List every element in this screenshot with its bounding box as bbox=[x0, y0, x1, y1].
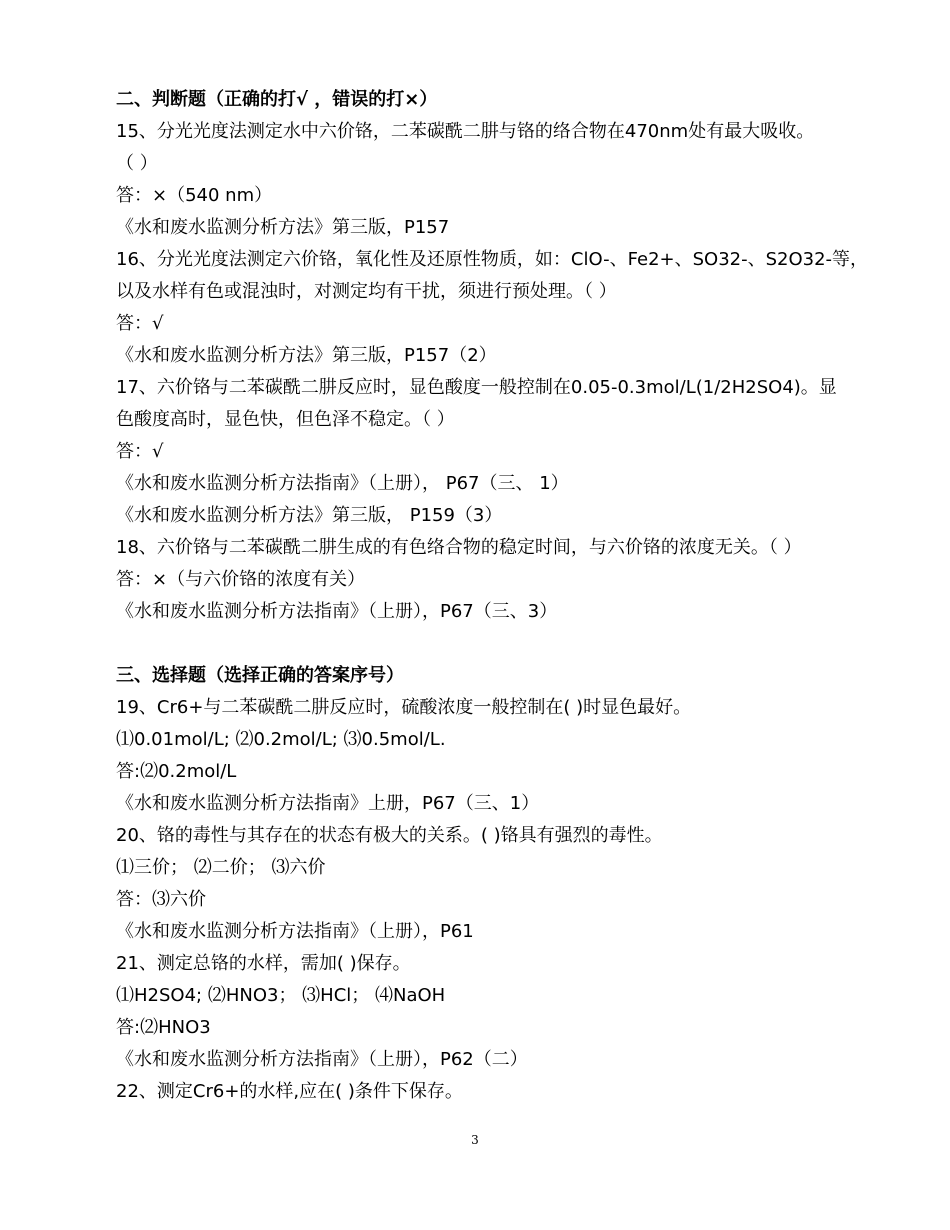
question-19-options: ⑴0.01mol/L; ⑵0.2mol/L; ⑶0.5mol/L. bbox=[116, 729, 446, 750]
question-19-reference: 《水和废水监测分析方法指南》上册，P67（三、1） bbox=[116, 793, 540, 814]
question-22-text: 22、测定Cr6+的水样,应在( )条件下保存。 bbox=[116, 1081, 463, 1102]
section-heading-choice: 三、选择题（选择正确的答案序号） bbox=[116, 665, 404, 686]
question-21-text: 21、测定总铬的水样，需加( )保存。 bbox=[116, 953, 411, 974]
question-20-options: ⑴三价； ⑵二价； ⑶六价 bbox=[116, 857, 326, 878]
question-18-reference: 《水和废水监测分析方法指南》（上册），P67（三、3） bbox=[116, 601, 558, 622]
question-17-text: 17、六价铬与二苯碳酰二肼反应时，显色酸度一般控制在0.05-0.3mol/L(1/2H2SO4)。显 bbox=[116, 377, 837, 398]
question-18-text: 18、六价铬与二苯碳酰二肼生成的有色络合物的稳定时间，与六价铬的浓度无关。（ ） bbox=[116, 537, 802, 558]
question-20-answer: 答：⑶六价 bbox=[116, 889, 206, 910]
question-21-reference: 《水和废水监测分析方法指南》（上册），P62（二） bbox=[116, 1049, 528, 1070]
question-16-reference: 《水和废水监测分析方法》第三版，P157（2） bbox=[116, 345, 497, 366]
question-16-answer: 答：√ bbox=[116, 313, 164, 334]
question-21-options: ⑴H2SO4; ⑵HNO3； ⑶HCl； ⑷NaOH bbox=[116, 985, 446, 1006]
question-15-reference: 《水和废水监测分析方法》第三版，P157 bbox=[116, 217, 450, 238]
question-17-reference-1: 《水和废水监测分析方法指南》（上册）， P67（三、 1） bbox=[116, 473, 569, 494]
question-19-answer: 答:⑵0.2mol/L bbox=[116, 761, 237, 782]
question-20-text: 20、铬的毒性与其存在的状态有极大的关系。( )铬具有强烈的毒性。 bbox=[116, 825, 663, 846]
question-20-reference: 《水和废水监测分析方法指南》（上册），P61 bbox=[116, 921, 474, 942]
question-15-blank: （ ） bbox=[116, 153, 158, 174]
question-15-answer: 答：×（540 nm） bbox=[116, 185, 273, 206]
question-17-text-cont: 色酸度高时，显色快，但色泽不稳定。（ ） bbox=[116, 409, 455, 430]
question-18-answer: 答：×（与六价铬的浓度有关） bbox=[116, 569, 366, 590]
page-number: 3 bbox=[471, 1133, 479, 1147]
question-16-text-cont: 以及水样有色或混浊时，对测定均有干扰，须进行预处理。（ ） bbox=[116, 281, 617, 302]
question-17-answer: 答：√ bbox=[116, 441, 164, 462]
question-15-text: 15、分光光度法测定水中六价铬，二苯碳酰二肼与铬的络合物在470nm处有最大吸收。 bbox=[116, 121, 815, 142]
question-17-reference-2: 《水和废水监测分析方法》第三版， P159（3） bbox=[116, 505, 503, 526]
question-19-text: 19、Cr6+与二苯碳酰二肼反应时，硫酸浓度一般控制在( )时显色最好。 bbox=[116, 697, 692, 718]
section-heading-judgment: 二、判断题（正确的打√ ，错误的打×） bbox=[116, 89, 438, 110]
question-21-answer: 答:⑵HNO3 bbox=[116, 1017, 211, 1038]
question-16-text: 16、分光光度法测定六价铬，氧化性及还原性物质，如：ClO-、Fe2+、SO32-、S2O32-等， bbox=[116, 249, 869, 270]
